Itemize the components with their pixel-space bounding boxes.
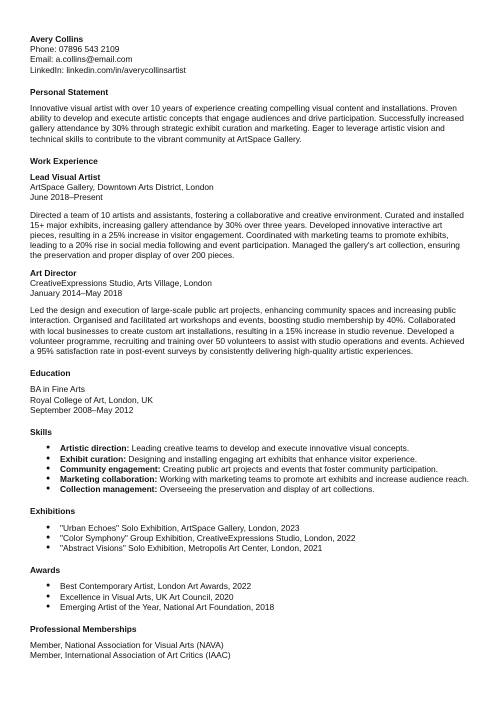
- skill-text: Creating public art projects and events that foster community participation.: [160, 463, 438, 474]
- list-item: [30, 474, 470, 484]
- list-item: [30, 454, 470, 464]
- list-item: ● "Urban Echoes" Solo Exhibition, ArtSpace Gallery, London, 2023: [30, 523, 470, 533]
- list-item: ● Emerging Artist of the Year, National Art Foundation, 2018: [30, 602, 470, 612]
- skill-text: Working with marketing teams to promote art exhibits and increase audience reach.: [157, 473, 470, 484]
- list-item: ● Best Contemporary Artist, London Art Awards, 2022: [30, 581, 470, 591]
- personal-statement-heading: Personal Statement: [30, 86, 109, 97]
- phone-line: Phone: 07896 543 2109: [30, 44, 120, 55]
- skill-label: Collection management:: [60, 484, 158, 495]
- exhibitions-heading: Exhibitions: [30, 506, 76, 517]
- awards-list: [30, 581, 470, 612]
- job-dates: June 2018–Present: [30, 192, 103, 203]
- skill-label: Marketing collaboration:: [60, 473, 158, 484]
- personal-statement-text: Innovative visual artist with over 10 years of experience creating compelling visual content and installations. Proven ability to develop and execute artistic concepts that engage audiences and drive participation. Successfully increased gallery attendance by 30% through strategic exhibit curation and marketing. Eager to leverage artistic vision and technical skills to contribute to the vibrant community at ArtSpace Gallery.: [30, 103, 464, 144]
- job-entry: [30, 268, 470, 357]
- job-description: Led the design and execution of large-scale public art projects, enhancing community spaces and increasing public interaction. Organised and facilitated art workshops and events, boosting studio membership by 40%. Collaborated with local businesses to create custom art installations, resulting in a 15% increase in studio revenue. Developed a volunteer programme, recruiting and training over 50 volunteers to assist with studio operations and events. Achieved a 95% satisfaction rate in post-event surveys by consistently delivering high-quality artistic experiences.: [30, 305, 465, 357]
- skill-label: Community engagement:: [60, 463, 161, 474]
- job-company: ArtSpace Gallery, Downtown Arts District, London: [30, 182, 214, 193]
- linkedin-line: LinkedIn: linkedin.com/in/averycollinsartist: [30, 64, 186, 75]
- membership-item: Member, National Association for Visual Arts (NAVA): [30, 640, 224, 651]
- memberships-heading: Professional Memberships: [30, 623, 137, 634]
- job-description: Directed a team of 10 artists and assistants, fostering a collaborative and creative environment. Curated and installed 15+ major exhibits, increasing gallery attendance by 30% over three years. Developed innovative interactive art pieces, resulting in a 25% increase in visitor engagement. Coordinated with marketing teams to promote exhibits, leading to a 20% rise in social media following and event participation. Managed the gallery's art collection, ensuring the preservation and proper display of over 200 pieces.: [30, 209, 464, 261]
- resume-page: [30, 34, 470, 661]
- job-title: Art Director: [30, 267, 77, 278]
- candidate-name: Avery Collins: [30, 34, 84, 44]
- job-title: Lead Visual Artist: [30, 172, 101, 183]
- skills-heading: Skills: [30, 427, 52, 438]
- job-entry: [30, 172, 470, 261]
- membership-item: Member, International Association of Art Critics (IAAC): [30, 650, 231, 661]
- education-school: Royal College of Art, London, UK: [30, 394, 153, 405]
- email-line: Email: a.collins@email.com: [30, 54, 133, 65]
- contact-block: [30, 34, 470, 75]
- education-degree: BA in Fine Arts: [30, 384, 85, 395]
- list-item: [30, 464, 470, 474]
- education-dates: September 2008–May 2012: [30, 404, 134, 415]
- list-item: ● Excellence in Visual Arts, UK Art Council, 2020: [30, 592, 470, 602]
- education-heading: Education: [30, 368, 71, 379]
- skill-label: Exhibit curation:: [60, 453, 127, 464]
- skill-text: Leading creative teams to develop and execute innovative visual concepts.: [129, 443, 410, 454]
- exhibitions-list: [30, 523, 470, 554]
- job-company: CreativeExpressions Studio, Arts Village, London: [30, 277, 212, 288]
- skills-list: [30, 443, 470, 494]
- awards-heading: Awards: [30, 565, 61, 576]
- skill-text: Overseeing the preservation and display of art collections.: [157, 484, 375, 495]
- list-item: ● "Color Symphony" Group Exhibition, CreativeExpressions Studio, London, 2022: [30, 533, 470, 543]
- list-item: [30, 443, 470, 453]
- work-experience-heading: Work Experience: [30, 155, 98, 166]
- skill-text: Designing and installing engaging art exhibits that enhance visitor experience.: [126, 453, 418, 464]
- list-item: ● "Abstract Visions" Solo Exhibition, Metropolis Art Center, London, 2021: [30, 543, 470, 553]
- job-dates: January 2014–May 2018: [30, 288, 123, 299]
- skill-label: Artistic direction:: [60, 443, 130, 454]
- list-item: [30, 484, 470, 494]
